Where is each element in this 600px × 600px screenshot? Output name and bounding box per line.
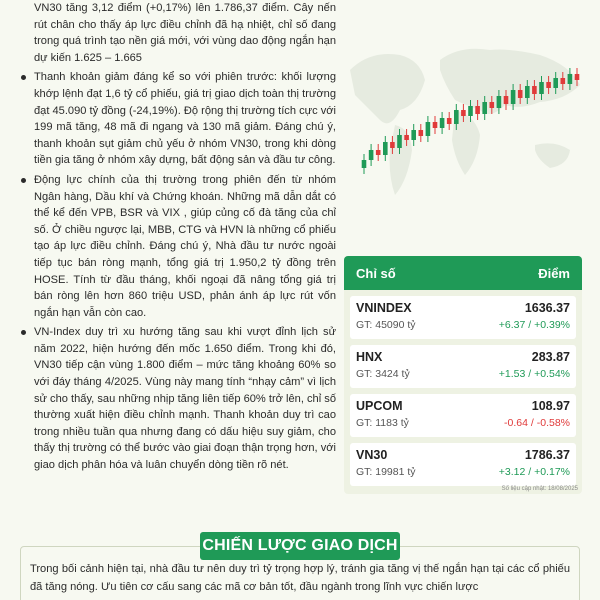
index-card-vn30 <box>350 443 576 486</box>
bullet-text: VN30 tăng 3,12 điểm (+0,17%) lên 1.786,37 điểm. Cây nến rút chân cho thấy áp lực điều chỉnh đã hạ nhiệt, chỉ số đang trong quá trình tạo nền giá mới, với vùng dao động ngắn hạn dự kiến 1.625 – 1.665 <box>34 2 336 64</box>
candle-body <box>532 86 537 94</box>
col-index-label: Chỉ số <box>356 265 396 281</box>
world-map-candlestick-icon <box>340 10 590 250</box>
index-trade-value: GT: 19981 tỷ <box>356 466 416 478</box>
candle-body <box>568 74 573 84</box>
candle-body <box>475 106 480 114</box>
candle-body <box>426 122 431 136</box>
candle-body <box>575 74 580 80</box>
candle-body <box>561 78 566 84</box>
index-value: 1786.37 <box>524 448 570 462</box>
index-value: 1636.37 <box>524 301 570 315</box>
bullet-vn30 <box>20 0 336 66</box>
index-change: +3.12 / +0.17% <box>498 466 570 478</box>
strategy-title: CHIẾN LƯỢC GIAO DỊCH <box>200 532 400 560</box>
market-commentary <box>20 0 336 477</box>
index-panel <box>344 256 582 494</box>
update-timestamp: Số liệu cập nhật: 18/08/2025 <box>501 486 578 492</box>
bullet-dot-icon <box>21 75 26 80</box>
index-change: +6.37 / +0.39% <box>498 319 570 331</box>
bullet-dot-icon <box>21 178 26 183</box>
candle-body <box>369 150 374 160</box>
candle-body <box>461 110 466 116</box>
bullet-text: Động lực chính của thị trường trong phiên đến từ nhóm Ngân hàng, Dầu khí và Chứng khoán. Những mã dẫn dắt có thể kể đến VPB, BSR và VIX , giúp củng cố đà tăng của chỉ số. Ở chiều ngược lại, MBB, CTG và HVN là những cổ phiếu tạo áp lực điều chỉnh. Đáng chú ý, Nhà đầu tư nước ngoài tiếp tục bán ròng mạnh, tổng giá trị 1.950,2 tỷ đồng trên HOSE. Tính từ đầu tháng, khối ngoại đã nâng tổng giá trị bán ròng lên hơn 860 triệu USD, phản ánh áp lực rút vốn ngắn hạn vẫn còn cao. <box>34 173 336 319</box>
candle-body <box>411 130 416 140</box>
candle-body <box>433 122 438 128</box>
index-name: HNX <box>356 350 383 364</box>
index-card-upcom <box>350 394 576 437</box>
candle-body <box>482 102 487 114</box>
index-change: -0.64 / -0.58% <box>504 417 570 429</box>
bullet-dot-icon <box>21 330 26 335</box>
index-trade-value: GT: 1183 tỷ <box>356 417 409 429</box>
candle-body <box>525 86 530 98</box>
index-card-vnindex <box>350 296 576 339</box>
candle-body <box>468 106 473 116</box>
strategy-text: Trong bối cảnh hiện tại, nhà đầu tư nên duy trì tỷ trọng hợp lý, tránh gia tăng vị thế ngắn hạn tại các cổ phiếu đã tăng nóng. Ưu tiên cơ cấu sang các mã cơ bản tốt, đầu ngành trong lĩnh vực chiến lược <box>30 563 570 593</box>
candle-body <box>511 90 516 104</box>
candle-body <box>404 135 409 140</box>
candle-body <box>504 96 509 104</box>
bullet-text: VN-Index duy trì xu hướng tăng sau khi vượt đỉnh lịch sử năm 2022, hiện hướng đến mốc 1.650 điểm. Trong khi đó, VN30 tiếp cận vùng 1.800 điểm – mức tăng khoảng 60% so với đáy tháng 4/2025. Vùng này mang tính “nhạy cảm” vì lịch sử cho thấy, sau những nhịp tăng liên tiếp 60% trở lên, chỉ số thường xuất hiện điều chỉnh mạnh. Thanh khoản duy trì cao trong nhiều tuần qua nhưng đang có dấu hiệu suy giảm, cho thấy thị trường có thể bước vào giai đoạn thận trọng hơn, với giao dịch phân hóa và luân chuyển dòng tiền rõ nét. <box>34 326 336 472</box>
candle-body <box>376 150 381 155</box>
col-points-label: Điểm <box>538 265 570 281</box>
bullet-trend <box>20 324 336 473</box>
index-value: 283.87 <box>531 350 570 364</box>
bullet-text: Thanh khoản giảm đáng kể so với phiên trước: khối lượng khớp lệnh đạt 1,6 tỷ cổ phiếu, giá trị giao dịch toàn thị trường đạt 45.090 tỷ đồng (-24,19%). Độ rộng thị trường tích cực với 199 mã tăng, 48 mã đi ngang và 130 mã giảm. Đáng chú ý, thanh khoản sụt giảm chủ yếu ở nhóm VN30, trong khi dòng tiền gia tăng ở nhóm xây dựng, bất động sản và đầu tư công. <box>34 71 336 167</box>
index-name: VN30 <box>356 448 388 462</box>
candle-body <box>546 82 551 88</box>
candle-body <box>539 82 544 94</box>
index-trade-value: GT: 3424 tỷ <box>356 368 410 380</box>
candle-body <box>518 90 523 98</box>
candle-body <box>397 135 402 148</box>
candle-body <box>497 96 502 108</box>
candle-body <box>490 102 495 108</box>
candle-body <box>447 118 452 124</box>
index-name: UPCOM <box>356 399 403 413</box>
index-value: 108.97 <box>531 399 570 413</box>
candle-body <box>454 110 459 124</box>
candle-body <box>419 130 424 136</box>
candle-body <box>390 142 395 148</box>
candle-body <box>440 118 445 128</box>
bullet-drivers <box>20 172 336 321</box>
index-card-hnx <box>350 345 576 388</box>
candle-body <box>362 160 367 168</box>
candle-body <box>383 142 388 155</box>
index-change: +1.53 / +0.54% <box>498 368 570 380</box>
index-trade-value: GT: 45090 tỷ <box>356 319 416 331</box>
index-name: VNINDEX <box>356 301 412 315</box>
panel-header <box>344 256 582 290</box>
candle-body <box>553 78 558 88</box>
bullet-liquidity <box>20 69 336 169</box>
